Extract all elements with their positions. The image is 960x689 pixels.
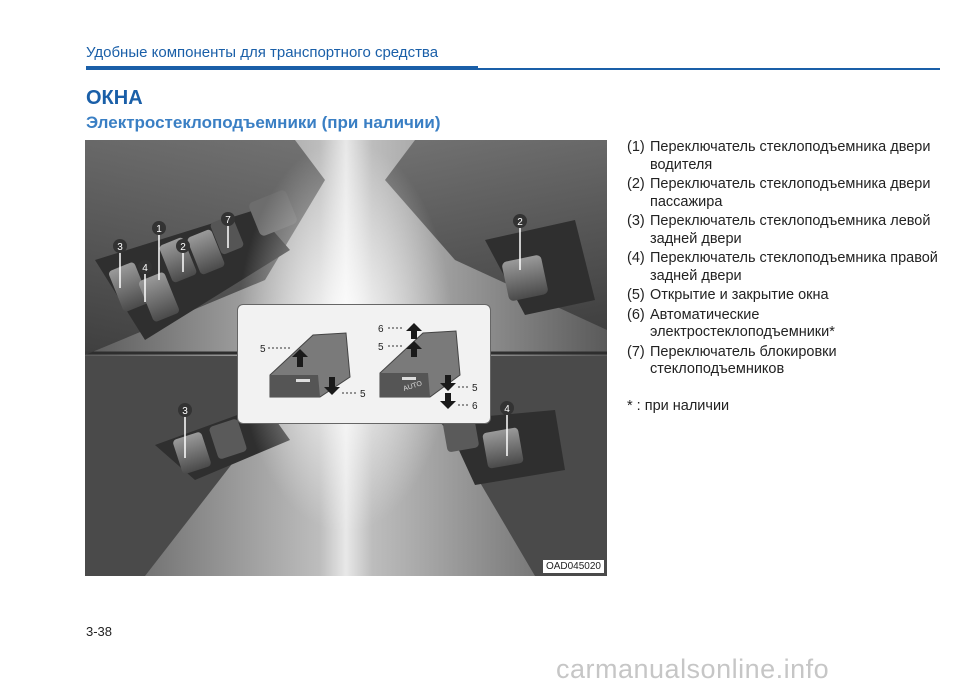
svg-text:1: 1 [156,224,162,235]
svg-text:2: 2 [517,217,523,228]
legend-item: (2) Переключатель стеклоподъемника двери пассажира [627,176,931,210]
page-number: 3-38 [86,624,113,639]
svg-text:5: 5 [360,389,366,400]
callout-3-top [113,239,127,288]
double-down-arrow-icon [440,393,456,409]
header-rule-thin [478,68,940,70]
section-title: ОКНА [86,87,143,109]
header-rule-thick [86,66,478,70]
legend-item: (4) Переключатель стеклоподъемника правой задней двери [627,250,938,284]
svg-text:6: 6 [472,401,478,412]
svg-text:2: 2 [180,242,186,253]
legend-item: (1) Переключатель стеклоподъемника двери водителя [627,139,931,173]
svg-text:4: 4 [504,404,510,415]
svg-text:5: 5 [260,344,266,355]
inset-diagram [238,305,490,423]
svg-text:3: 3 [117,242,123,253]
legend-item: (6) Автоматические электростеклоподъемники* [627,306,835,340]
callout-4-bottom [500,401,514,456]
legend-item: (5) Открытие и закрытие окна [627,287,829,303]
running-header: Удобные компоненты для транспортного средства [86,44,439,61]
svg-text:5: 5 [472,383,478,394]
svg-text:7: 7 [225,215,231,226]
switch-operation-inset [237,304,491,424]
legend-item: (7) Переключатель блокировки стеклоподъемников [627,343,837,377]
svg-text:AUTO: AUTO [402,380,424,393]
callout-3-bottom [178,403,192,458]
svg-text:6: 6 [378,324,384,335]
callout-1-top [152,221,166,280]
callout-7 [221,212,235,248]
callout-2-top-right [513,214,527,270]
watermark: carmanualsonline.info [556,654,830,684]
svg-text:4: 4 [142,263,148,274]
callout-2-top-left [176,239,190,272]
switch-legend [627,139,947,415]
callout-4-top [138,260,152,302]
figure-code: OAD045020 [543,560,604,573]
window-switch-figure [85,140,607,576]
svg-text:3: 3 [182,406,188,417]
legend-item: (3) Переключатель стеклоподъемника левой задней двери [627,213,931,247]
svg-text:5: 5 [378,342,384,353]
footnote: * : при наличии [627,397,730,414]
subsection-title: Электростеклоподъемники (при наличии) [86,113,441,132]
